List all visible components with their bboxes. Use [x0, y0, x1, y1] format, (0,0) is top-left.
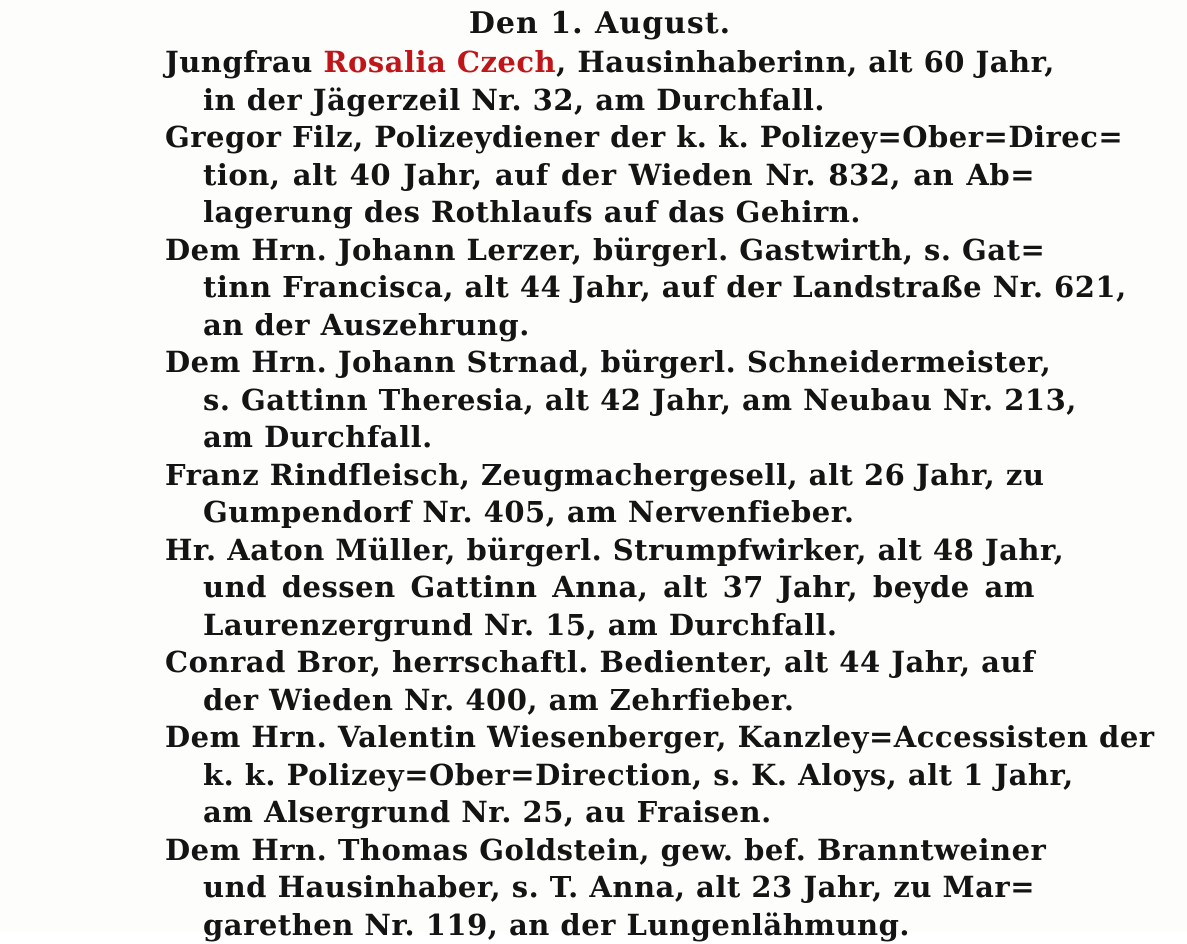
death-register-text: [165, 6, 1035, 944]
entry-line: s. Gattinn Theresia, alt 42 Jahr, am Neubau Nr. 213,: [165, 382, 1035, 420]
register-entry: [165, 232, 1035, 345]
entry-line: und dessen Gattinn Anna, alt 37 Jahr, beyde am: [165, 569, 1035, 607]
entry-line: in der Jägerzeil Nr. 32, am Durchfall.: [165, 82, 1035, 120]
entry-line: Gumpendorf Nr. 405, am Nervenfieber.: [165, 494, 1035, 532]
entry-text: , Hausinhaberinn, alt 60 Jahr,: [556, 45, 1055, 79]
register-entry: [165, 44, 1035, 119]
entry-line: garethen Nr. 119, an der Lungenlähmung.: [165, 907, 1035, 944]
register-entry: [165, 719, 1035, 832]
entry-line: Dem Hrn. Valentin Wiesenberger, Kanzley=Accessisten der: [165, 719, 1035, 757]
entry-line: tion, alt 40 Jahr, auf der Wieden Nr. 832, an Ab=: [165, 157, 1035, 195]
entry-line: Dem Hrn. Johann Lerzer, bürgerl. Gastwirth, s. Gat=: [165, 232, 1035, 270]
date-heading: Den 1. August.: [165, 6, 1035, 42]
entry-line: Dem Hrn. Johann Strnad, bürgerl. Schneidermeister,: [165, 344, 1035, 382]
register-entry: [165, 832, 1035, 944]
entry-line: Conrad Bror, herrschaftl. Bedienter, alt 44 Jahr, auf: [165, 644, 1035, 682]
entry-line: an der Auszehrung.: [165, 307, 1035, 345]
entry-line: Dem Hrn. Thomas Goldstein, gew. bef. Branntweiner: [165, 832, 1035, 870]
register-entry: [165, 532, 1035, 645]
register-entry: [165, 644, 1035, 719]
entry-line: lagerung des Rothlaufs auf das Gehirn.: [165, 194, 1035, 232]
entry-line: und Hausinhaber, s. T. Anna, alt 23 Jahr, zu Mar=: [165, 869, 1035, 907]
entry-line: der Wieden Nr. 400, am Zehrfieber.: [165, 682, 1035, 720]
entry-line: Franz Rindfleisch, Zeugmachergesell, alt 26 Jahr, zu: [165, 457, 1035, 495]
highlighted-name: Rosalia Czech: [323, 45, 556, 79]
register-entry: [165, 457, 1035, 532]
entry-line: [165, 44, 1035, 82]
register-entry: [165, 344, 1035, 457]
entry-line: am Alsergrund Nr. 25, au Fraisen.: [165, 794, 1035, 832]
register-entry: [165, 119, 1035, 232]
entry-line: Hr. Aaton Müller, bürgerl. Strumpfwirker, alt 48 Jahr,: [165, 532, 1035, 570]
entry-line: k. k. Polizey=Ober=Direction, s. K. Aloys, alt 1 Jahr,: [165, 757, 1035, 795]
entry-line: Gregor Filz, Polizeydiener der k. k. Polizey=Ober=Direc=: [165, 119, 1035, 157]
entry-line: tinn Francisca, alt 44 Jahr, auf der Landstraße Nr. 621,: [165, 269, 1035, 307]
entry-line: am Durchfall.: [165, 419, 1035, 457]
entry-text: Jungfrau: [165, 45, 323, 79]
entry-line: Laurenzergrund Nr. 15, am Durchfall.: [165, 607, 1035, 645]
